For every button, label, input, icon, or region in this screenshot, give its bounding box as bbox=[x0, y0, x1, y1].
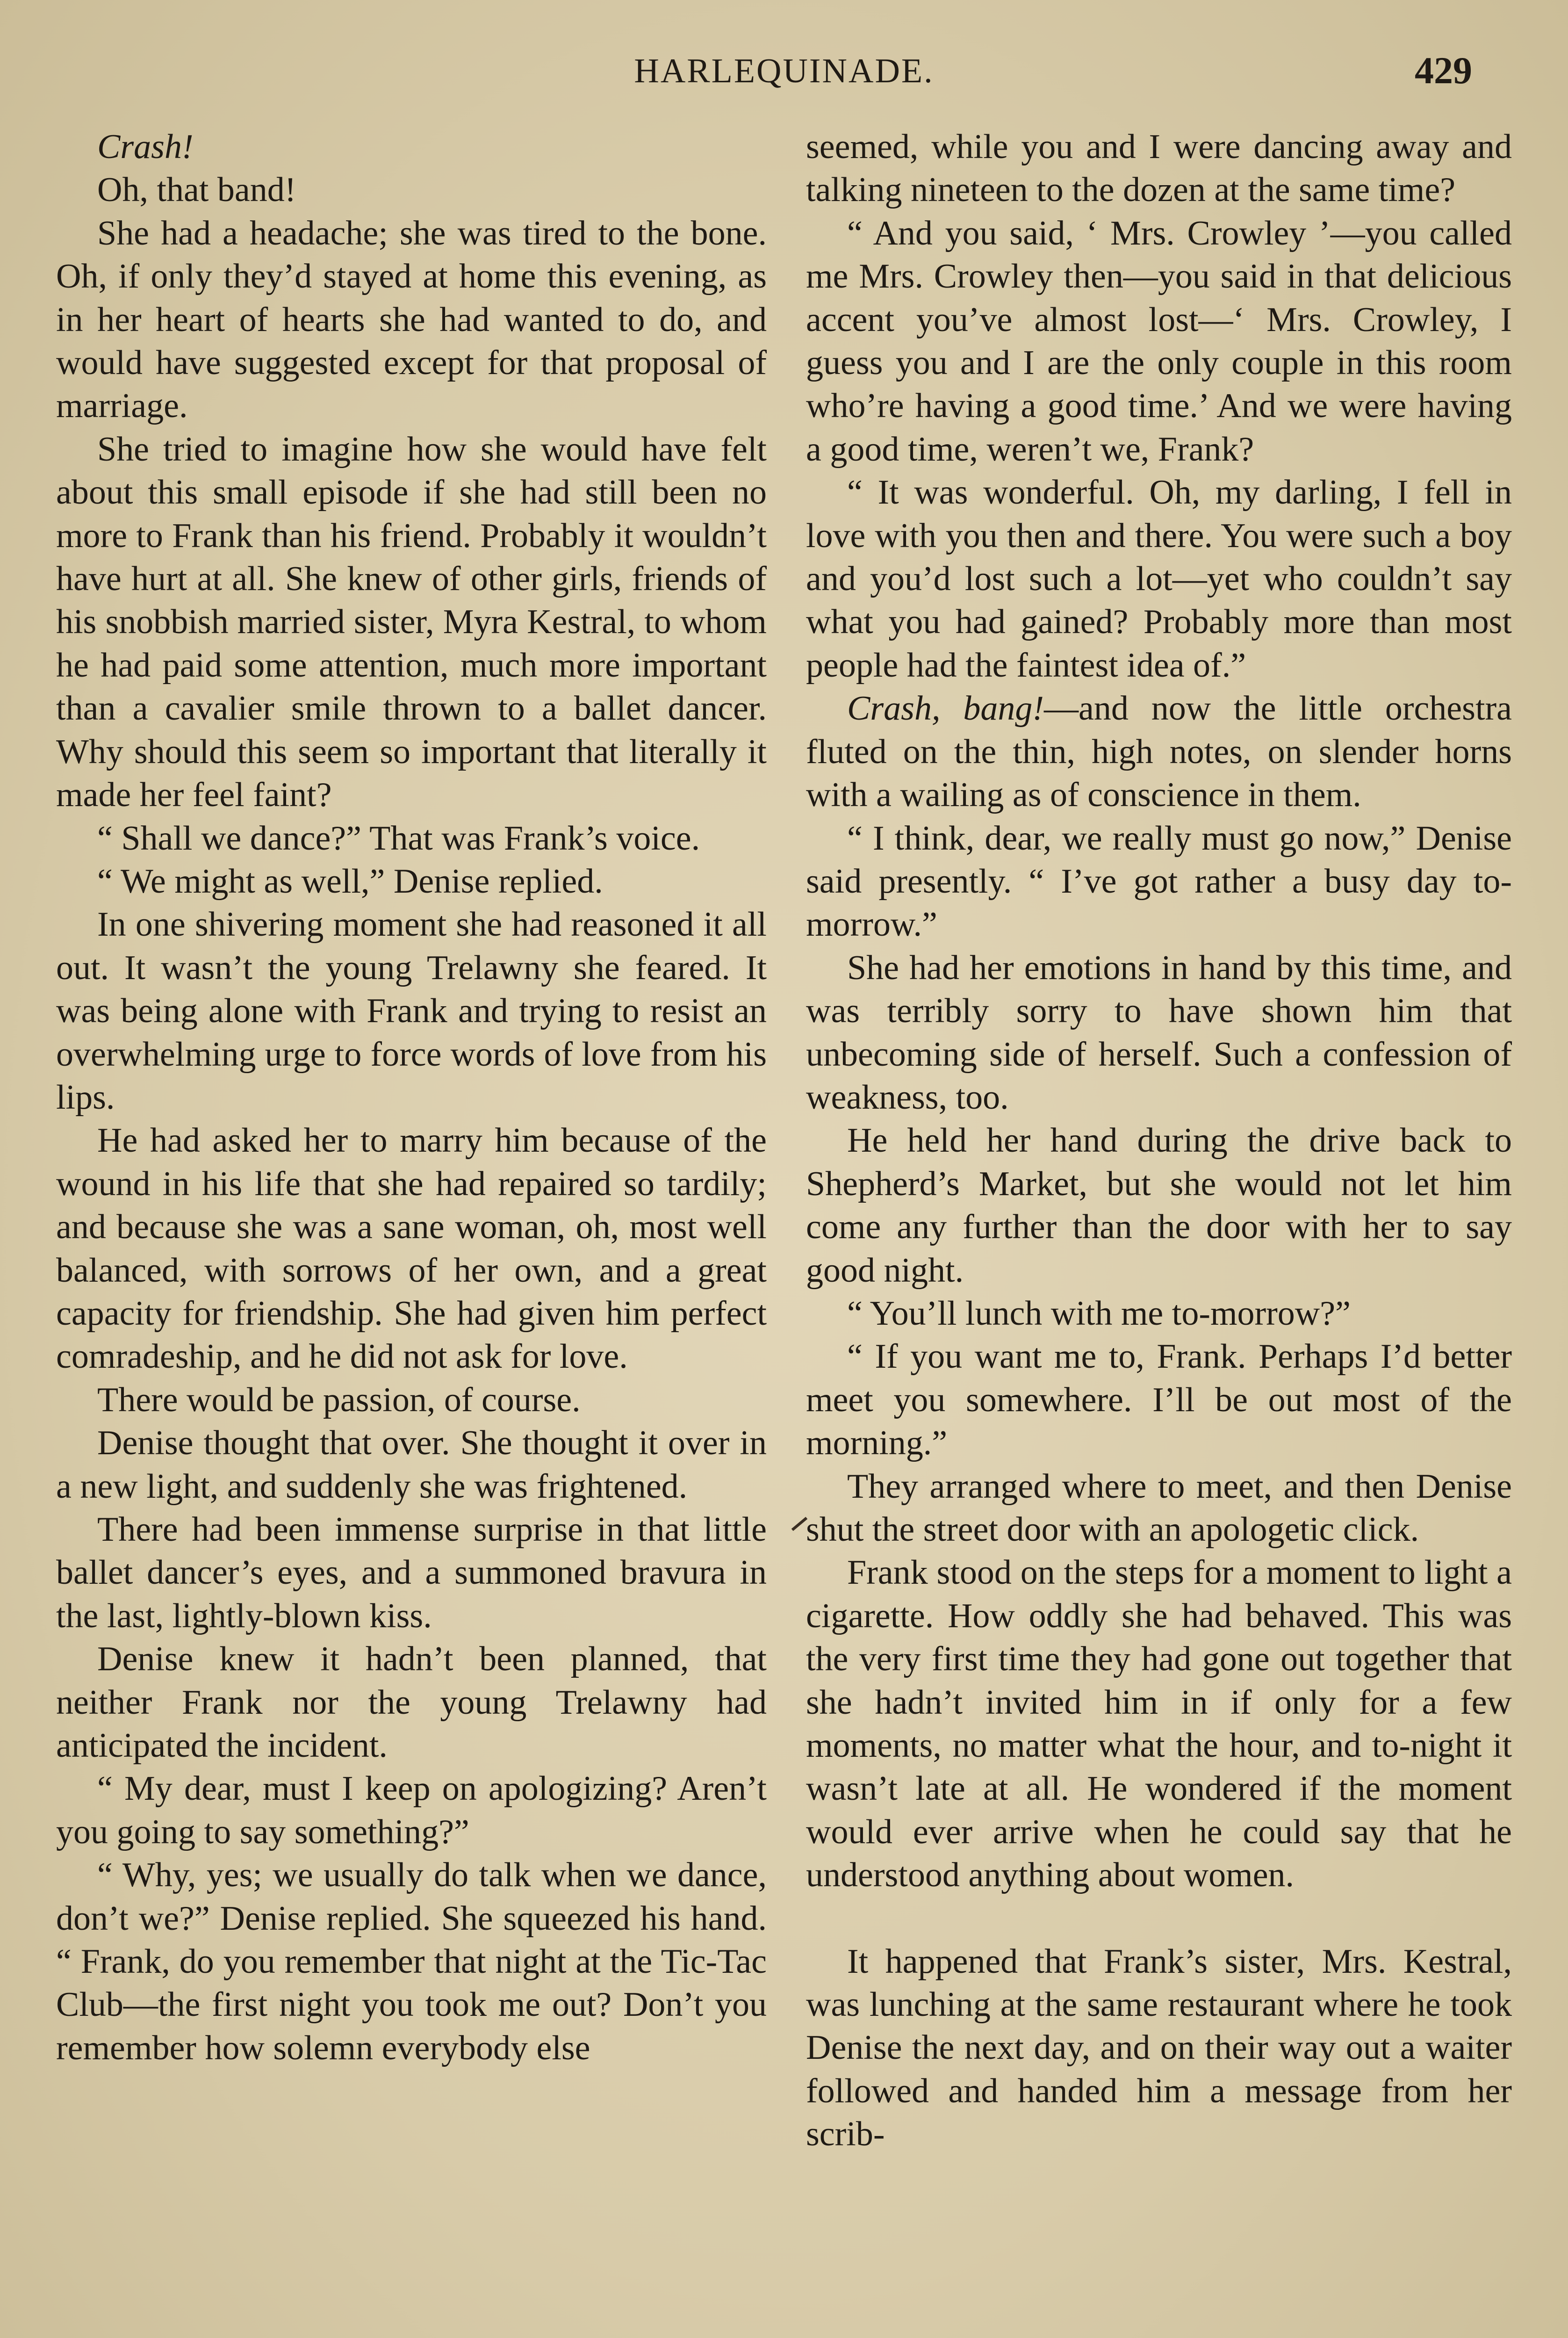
paragraph-text: “ It was wonderful. Oh, my darling, I fell in love with you then and there. You were such a boy and you’d lost such a lot—yet who couldn’t say what you had gained? Probably more than most people had the faintest idea of.” bbox=[806, 473, 1512, 685]
paragraph bbox=[806, 1119, 1512, 1292]
paragraph bbox=[56, 125, 767, 168]
paragraph-text: Frank stood on the steps for a moment to light a cigarette. How oddly she had behaved. This was the very first time they had gone out together that she hadn’t invited him in if only for a few moments, no matter what the hour, and to-night it wasn’t late at all. He wondered if the moment would ever arrive when he could say that he understood anything about women. bbox=[806, 1553, 1512, 1895]
paragraph-text: Oh, that band! bbox=[97, 171, 296, 209]
paragraph-text: “ If you want me to, Frank. Perhaps I’d better meet you somewhere. I’ll be out most of the morning.” bbox=[806, 1337, 1512, 1463]
italic-text: Crash! bbox=[97, 128, 194, 166]
paragraph bbox=[56, 168, 767, 211]
paragraph bbox=[806, 471, 1512, 687]
paragraph-text: It happened that Frank’s sister, Mrs. Kestral, was lunching at the same restaurant where he took Denise the next day, and on their way out a waiter followed and handed him a message from her scrib- bbox=[806, 1942, 1512, 2154]
paragraph-text: “ I think, dear, we really must go now,” Denise said presently. “ I’ve got rather a busy day to-morrow.” bbox=[806, 819, 1512, 944]
paragraph bbox=[56, 1508, 767, 1638]
paragraph-text: He had asked her to marry him because of the wound in his life that she had repaired so tardily; and because she was a sane woman, oh, most well balanced, with sorrows of her own, and a great capacity for friendship. She had given him perfect comradeship, and he did not ask for love. bbox=[56, 1121, 767, 1376]
paragraph-text: She had her emotions in hand by this time, and was terribly sorry to have shown him that unbecoming side of herself. Such a confession of weakness, too. bbox=[806, 948, 1512, 1117]
paragraph bbox=[806, 1551, 1512, 1897]
paragraph bbox=[806, 125, 1512, 212]
paragraph-text: There would be passion, of course. bbox=[97, 1380, 581, 1419]
paragraph-text: In one shivering moment she had reasoned it all out. It wasn’t the young Trelawny she feared. It was being alone with Frank and trying to resist an overwhelming urge to force words of love from his lips. bbox=[56, 905, 767, 1117]
paragraph bbox=[56, 1119, 767, 1378]
paragraph-text: “ Shall we dance?” That was Frank’s voice. bbox=[97, 819, 700, 858]
italic-text: Crash, bang! bbox=[847, 689, 1044, 728]
paragraph-text: Denise thought that over. She thought it over in a new light, and suddenly she was frightened. bbox=[56, 1424, 767, 1506]
paragraph-text: She tried to imagine how she would have felt about this small episode if she had still been no more to Frank than his friend. Probably it wouldn’t have hurt at all. She knew of other girls, friends of his snobbish married sister, Myra Kestral, to whom he had paid some attention, much more important than a cavalier smile thrown to a ballet dancer. Why should this seem so important that literally it made her feel faint? bbox=[56, 430, 767, 815]
paragraph-text: “ My dear, must I keep on apologizing? Aren’t you going to say something?” bbox=[56, 1769, 767, 1851]
paragraph bbox=[56, 428, 767, 817]
paragraph bbox=[806, 946, 1512, 1119]
paragraph-text: They arranged where to meet, and then Denise shut the street door with an apologetic click. bbox=[806, 1467, 1512, 1549]
paragraph bbox=[806, 1940, 1512, 2156]
paragraph-text: —and now the little orchestra fluted on the thin, high notes, on slender horns with a wailing as of conscience in them. bbox=[806, 689, 1512, 815]
paragraph-text: He held her hand during the drive back to Shepherd’s Market, but she would not let him come any further than the door with her to say good night. bbox=[806, 1121, 1512, 1290]
paragraph bbox=[806, 212, 1512, 471]
running-title: HARLEQUINADE. bbox=[634, 52, 934, 90]
page-header bbox=[51, 47, 1517, 98]
paragraph bbox=[56, 1767, 767, 1854]
paragraph bbox=[56, 1638, 767, 1767]
page-number: 429 bbox=[1415, 49, 1472, 92]
paragraph-text: She had a headache; she was tired to the bone. Oh, if only they’d stayed at home this evening, as in her heart of hearts she had wanted to do, and would have suggested except for that proposal of marriage. bbox=[56, 214, 767, 426]
pencil-mark bbox=[791, 1517, 807, 1531]
paragraph bbox=[806, 1465, 1512, 1551]
paragraph bbox=[56, 1422, 767, 1508]
paragraph bbox=[806, 1335, 1512, 1465]
left-column bbox=[56, 125, 767, 2070]
paragraph bbox=[806, 817, 1512, 946]
paragraph-text: There had been immense surprise in that little ballet dancer’s eyes, and a summoned bravura in the last, lightly-blown kiss. bbox=[56, 1510, 767, 1635]
paragraph bbox=[56, 212, 767, 428]
paragraph bbox=[806, 687, 1512, 816]
paragraph bbox=[56, 817, 767, 860]
paragraph bbox=[56, 903, 767, 1119]
paragraph bbox=[56, 1854, 767, 2070]
paragraph bbox=[56, 1378, 767, 1422]
paragraph bbox=[56, 860, 767, 903]
paragraph-text: seemed, while you and I were dancing away and talking nineteen to the dozen at the same time? bbox=[806, 128, 1512, 209]
right-column bbox=[806, 125, 1512, 2156]
paragraph-text: “ You’ll lunch with me to-morrow?” bbox=[847, 1294, 1351, 1333]
paragraph-text: “ We might as well,” Denise replied. bbox=[97, 862, 603, 901]
paragraph-text: Denise knew it hadn’t been planned, that neither Frank nor the young Trelawny had anticipated the incident. bbox=[56, 1640, 767, 1765]
paragraph-text: “ Why, yes; we usually do talk when we dance, don’t we?” Denise replied. She squeezed his hand. “ Frank, do you remember that night at the Tic-Tac Club—the first night you took me out? Don’t you remember how solemn everybody else bbox=[56, 1856, 767, 2067]
paragraph bbox=[806, 1292, 1512, 1335]
paragraph-text: “ And you said, ‘ Mrs. Crowley ’—you called me Mrs. Crowley then—you said in that delicious accent you’ve almost lost—‘ Mrs. Crowley, I guess you and I are the only couple in this room who’re having a good time.’ And we were having a good time, weren’t we, Frank? bbox=[806, 214, 1512, 469]
